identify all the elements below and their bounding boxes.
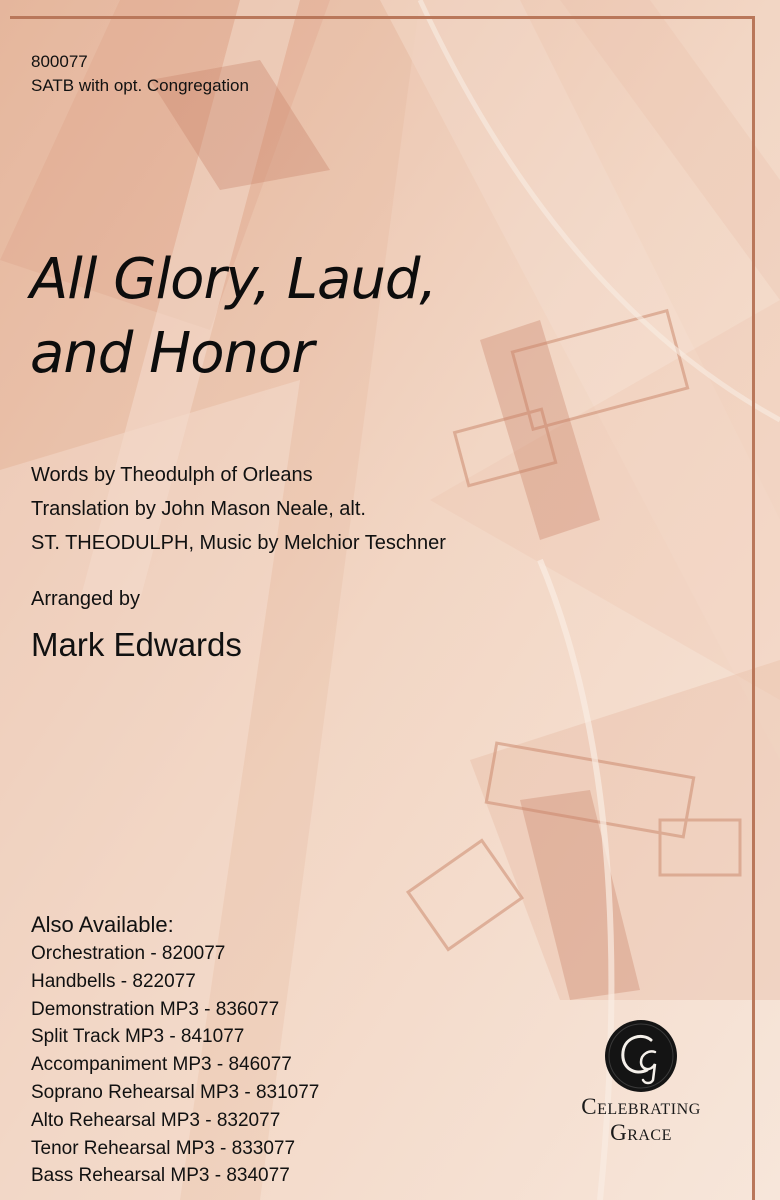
list-item: Soprano Rehearsal MP3 - 831077 [31, 1081, 320, 1103]
publisher-name-line-2: Grace [610, 1120, 672, 1145]
list-item: Bass Rehearsal MP3 - 834077 [31, 1165, 290, 1187]
list-item: Handbells - 822077 [31, 970, 196, 992]
arranged-by-label: Arranged by [31, 588, 140, 610]
list-item: Split Track MP3 - 841077 [31, 1026, 245, 1048]
list-item: Accompaniment MP3 - 846077 [31, 1054, 292, 1076]
credit-words: Words by Theodulph of Orleans [31, 464, 313, 486]
title-line-2: and Honor [30, 321, 314, 386]
monogram-icon [603, 1018, 679, 1094]
credits [31, 458, 446, 560]
also-available-heading: Also Available: [31, 912, 174, 937]
page-title [30, 243, 670, 391]
credit-translation: Translation by John Mason Neale, alt. [31, 498, 366, 520]
cover-border-right [752, 16, 755, 1200]
list-item: Alto Rehearsal MP3 - 832077 [31, 1109, 281, 1131]
catalog-block [31, 50, 249, 98]
list-item: Orchestration - 820077 [31, 943, 226, 964]
cover-border-top [10, 16, 755, 19]
title-line-1: All Glory, Laud, [30, 247, 437, 312]
publisher-name-line-1: Celebrating [581, 1094, 701, 1119]
arranger-name: Mark Edwards [31, 626, 242, 663]
publisher-logo [565, 1018, 717, 1146]
also-available [31, 910, 319, 1190]
voicing: SATB with opt. Congregation [31, 76, 249, 95]
credit-music: ST. THEODULPH, Music by Melchior Teschner [31, 532, 446, 554]
catalog-number: 800077 [31, 52, 88, 71]
list-item: Tenor Rehearsal MP3 - 833077 [31, 1137, 296, 1159]
list-item: Demonstration MP3 - 836077 [31, 998, 280, 1020]
also-available-list [31, 940, 319, 1190]
